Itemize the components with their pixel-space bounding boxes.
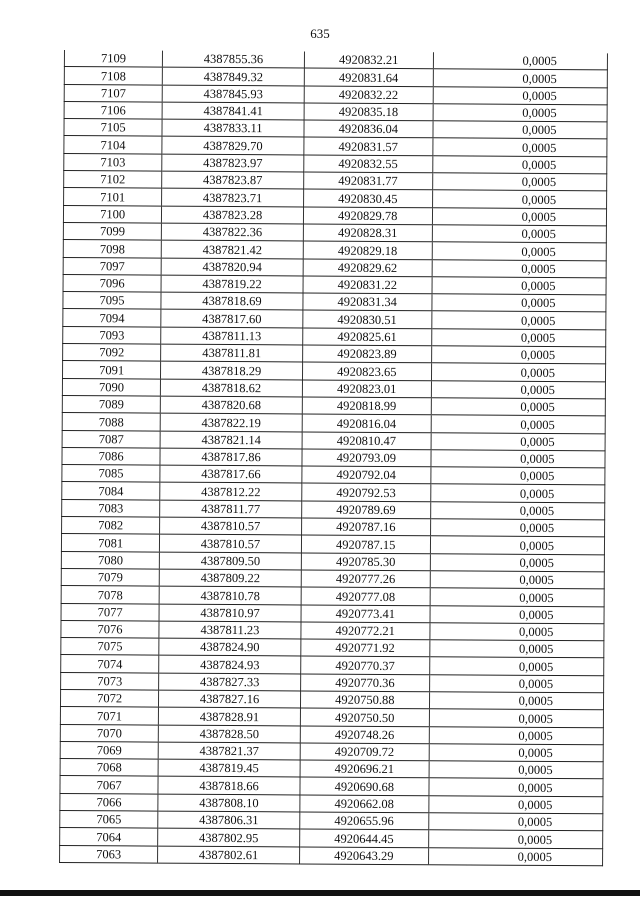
point-number-cell: 7065 bbox=[60, 811, 158, 829]
point-number-cell: 7106 bbox=[64, 101, 162, 119]
point-number-cell: 7071 bbox=[60, 707, 158, 725]
y-coordinate-cell: 4920777.26 bbox=[301, 570, 430, 588]
y-coordinate-cell: 4920831.34 bbox=[303, 293, 432, 311]
y-coordinate-cell: 4920748.26 bbox=[300, 726, 429, 744]
point-number-cell: 7092 bbox=[63, 344, 161, 362]
x-coordinate-cell: 4387855.36 bbox=[163, 51, 305, 69]
point-number-cell: 7088 bbox=[62, 413, 160, 431]
x-coordinate-cell: 4387849.32 bbox=[163, 67, 305, 85]
x-coordinate-cell: 4387808.10 bbox=[158, 794, 300, 812]
page-number: 635 bbox=[310, 26, 330, 41]
tolerance-cell: 0,0005 bbox=[431, 450, 605, 468]
x-coordinate-cell: 4387821.37 bbox=[158, 742, 300, 760]
tolerance-cell: 0,0005 bbox=[432, 225, 606, 243]
y-coordinate-cell: 4920696.21 bbox=[300, 760, 429, 778]
tolerance-cell: 0,0005 bbox=[431, 432, 605, 450]
x-coordinate-cell: 4387820.94 bbox=[161, 258, 303, 276]
y-coordinate-cell: 4920750.50 bbox=[300, 708, 429, 726]
y-coordinate-cell: 4920770.37 bbox=[301, 656, 430, 674]
y-coordinate-cell: 4920770.36 bbox=[300, 674, 429, 692]
tolerance-cell: 0,0005 bbox=[432, 242, 606, 260]
point-number-cell: 7079 bbox=[61, 568, 159, 586]
tolerance-cell: 0,0005 bbox=[430, 571, 604, 589]
x-coordinate-cell: 4387811.77 bbox=[160, 500, 302, 518]
tolerance-cell: 0,0005 bbox=[432, 277, 606, 295]
x-coordinate-cell: 4387822.36 bbox=[162, 223, 304, 241]
y-coordinate-cell: 4920835.18 bbox=[304, 103, 433, 121]
tolerance-cell: 0,0005 bbox=[433, 86, 607, 104]
tolerance-cell: 0,0005 bbox=[432, 207, 606, 225]
tolerance-cell: 0,0005 bbox=[430, 536, 604, 554]
scan-edge-bar bbox=[0, 890, 640, 896]
point-number-cell: 7098 bbox=[63, 240, 161, 258]
tolerance-cell: 0,0005 bbox=[430, 640, 604, 658]
y-coordinate-cell: 4920828.31 bbox=[303, 224, 432, 242]
point-number-cell: 7069 bbox=[60, 741, 158, 759]
point-number-cell: 7074 bbox=[61, 655, 159, 673]
tolerance-cell: 0,0005 bbox=[432, 294, 606, 312]
y-coordinate-cell: 4920823.01 bbox=[302, 380, 431, 398]
point-number-cell: 7080 bbox=[61, 551, 159, 569]
tolerance-cell: 0,0005 bbox=[430, 623, 604, 641]
tolerance-cell: 0,0005 bbox=[433, 138, 607, 156]
x-coordinate-cell: 4387802.95 bbox=[158, 828, 300, 846]
y-coordinate-cell: 4920789.69 bbox=[301, 501, 430, 519]
x-coordinate-cell: 4387819.22 bbox=[161, 275, 303, 293]
tolerance-cell: 0,0005 bbox=[432, 156, 606, 174]
tolerance-cell: 0,0005 bbox=[431, 467, 605, 485]
point-number-cell: 7086 bbox=[62, 447, 160, 465]
y-coordinate-cell: 4920830.51 bbox=[303, 310, 432, 328]
x-coordinate-cell: 4387811.23 bbox=[159, 621, 301, 639]
tolerance-cell: 0,0005 bbox=[430, 553, 604, 571]
tolerance-cell: 0,0005 bbox=[431, 415, 605, 433]
y-coordinate-cell: 4920832.55 bbox=[304, 155, 433, 173]
y-coordinate-cell: 4920836.04 bbox=[304, 120, 433, 138]
y-coordinate-cell: 4920825.61 bbox=[303, 328, 432, 346]
x-coordinate-cell: 4387819.45 bbox=[158, 759, 300, 777]
x-coordinate-cell: 4387810.97 bbox=[159, 604, 301, 622]
point-number-cell: 7066 bbox=[60, 793, 158, 811]
point-number-cell: 7097 bbox=[63, 257, 161, 275]
x-coordinate-cell: 4387810.57 bbox=[160, 517, 302, 535]
x-coordinate-cell: 4387817.86 bbox=[160, 448, 302, 466]
tolerance-cell: 0,0005 bbox=[428, 830, 602, 848]
tolerance-cell: 0,0005 bbox=[429, 674, 603, 692]
x-coordinate-cell: 4387810.78 bbox=[159, 586, 301, 604]
x-coordinate-cell: 4387818.29 bbox=[161, 361, 303, 379]
tolerance-cell: 0,0005 bbox=[429, 796, 603, 814]
x-coordinate-cell: 4387821.42 bbox=[161, 240, 303, 258]
x-coordinate-cell: 4387824.93 bbox=[159, 655, 301, 673]
point-number-cell: 7102 bbox=[64, 171, 162, 189]
coordinates-table-body bbox=[60, 50, 608, 866]
tolerance-cell: 0,0005 bbox=[429, 761, 603, 779]
x-coordinate-cell: 4387828.91 bbox=[159, 707, 301, 725]
tolerance-cell: 0,0005 bbox=[431, 329, 605, 347]
y-coordinate-cell: 4920823.65 bbox=[302, 362, 431, 380]
y-coordinate-cell: 4920823.89 bbox=[302, 345, 431, 363]
x-coordinate-cell: 4387811.81 bbox=[161, 344, 303, 362]
x-coordinate-cell: 4387845.93 bbox=[162, 85, 304, 103]
y-coordinate-cell: 4920830.45 bbox=[303, 189, 432, 207]
point-number-cell: 7095 bbox=[63, 292, 161, 310]
x-coordinate-cell: 4387818.66 bbox=[158, 777, 300, 795]
y-coordinate-cell: 4920690.68 bbox=[300, 777, 429, 795]
point-number-cell: 7089 bbox=[62, 395, 160, 413]
point-number-cell: 7108 bbox=[64, 67, 162, 85]
y-coordinate-cell: 4920831.22 bbox=[303, 276, 432, 294]
point-number-cell: 7081 bbox=[61, 534, 159, 552]
tolerance-cell: 0,0005 bbox=[429, 744, 603, 762]
x-coordinate-cell: 4387823.28 bbox=[162, 206, 304, 224]
y-coordinate-cell: 4920709.72 bbox=[300, 743, 429, 761]
tolerance-cell: 0,0005 bbox=[431, 346, 605, 364]
y-coordinate-cell: 4920829.18 bbox=[303, 241, 432, 259]
y-coordinate-cell: 4920643.29 bbox=[299, 847, 428, 865]
point-number-cell: 7084 bbox=[62, 482, 160, 500]
tolerance-cell: 0,0005 bbox=[432, 259, 606, 277]
x-coordinate-cell: 4387809.22 bbox=[159, 569, 301, 587]
x-coordinate-cell: 4387806.31 bbox=[158, 811, 300, 829]
tolerance-cell: 0,0005 bbox=[433, 52, 607, 70]
y-coordinate-cell: 4920792.53 bbox=[302, 483, 431, 501]
point-number-cell: 7091 bbox=[62, 361, 160, 379]
tolerance-cell: 0,0005 bbox=[432, 190, 606, 208]
tolerance-cell: 0,0005 bbox=[430, 484, 604, 502]
x-coordinate-cell: 4387818.69 bbox=[161, 292, 303, 310]
y-coordinate-cell: 4920662.08 bbox=[300, 795, 429, 813]
point-number-cell: 7070 bbox=[60, 724, 158, 742]
point-number-cell: 7072 bbox=[60, 689, 158, 707]
y-coordinate-cell: 4920655.96 bbox=[300, 812, 429, 830]
tolerance-cell: 0,0005 bbox=[431, 398, 605, 416]
tolerance-cell: 0,0005 bbox=[432, 311, 606, 329]
y-coordinate-cell: 4920772.21 bbox=[301, 622, 430, 640]
y-coordinate-cell: 4920750.88 bbox=[300, 691, 429, 709]
point-number-cell: 7085 bbox=[62, 465, 160, 483]
point-number-cell: 7094 bbox=[63, 309, 161, 327]
x-coordinate-cell: 4387821.14 bbox=[160, 431, 302, 449]
tolerance-cell: 0,0005 bbox=[431, 380, 605, 398]
y-coordinate-cell: 4920832.21 bbox=[304, 51, 433, 69]
tolerance-cell: 0,0005 bbox=[429, 692, 603, 710]
point-number-cell: 7090 bbox=[62, 378, 160, 396]
point-number-cell: 7064 bbox=[60, 828, 158, 846]
point-number-cell: 7078 bbox=[61, 586, 159, 604]
point-number-cell: 7104 bbox=[64, 136, 162, 154]
point-number-cell: 7107 bbox=[64, 84, 162, 102]
y-coordinate-cell: 4920829.62 bbox=[303, 259, 432, 277]
y-coordinate-cell: 4920771.92 bbox=[301, 639, 430, 657]
y-coordinate-cell: 4920644.45 bbox=[299, 829, 428, 847]
x-coordinate-cell: 4387810.57 bbox=[160, 534, 302, 552]
x-coordinate-cell: 4387822.19 bbox=[160, 413, 302, 431]
x-coordinate-cell: 4387802.61 bbox=[158, 846, 300, 864]
x-coordinate-cell: 4387811.13 bbox=[161, 327, 303, 345]
point-number-cell: 7105 bbox=[64, 119, 162, 137]
y-coordinate-cell: 4920810.47 bbox=[302, 431, 431, 449]
table-row bbox=[60, 845, 603, 866]
x-coordinate-cell: 4387820.68 bbox=[161, 396, 303, 414]
x-coordinate-cell: 4387818.62 bbox=[161, 379, 303, 397]
x-coordinate-cell: 4387817.60 bbox=[161, 310, 303, 328]
tolerance-cell: 0,0005 bbox=[428, 847, 602, 865]
point-number-cell: 7068 bbox=[60, 759, 158, 777]
y-coordinate-cell: 4920785.30 bbox=[301, 553, 430, 571]
tolerance-cell: 0,0005 bbox=[429, 778, 603, 796]
point-number-cell: 7093 bbox=[63, 326, 161, 344]
x-coordinate-cell: 4387833.11 bbox=[162, 119, 304, 137]
x-coordinate-cell: 4387827.33 bbox=[159, 673, 301, 691]
tolerance-cell: 0,0005 bbox=[433, 121, 607, 139]
tolerance-cell: 0,0005 bbox=[433, 69, 607, 87]
tolerance-cell: 0,0005 bbox=[430, 588, 604, 606]
point-number-cell: 7109 bbox=[64, 50, 162, 67]
x-coordinate-cell: 4387841.41 bbox=[162, 102, 304, 120]
x-coordinate-cell: 4387829.70 bbox=[162, 137, 304, 155]
y-coordinate-cell: 4920829.78 bbox=[303, 207, 432, 225]
x-coordinate-cell: 4387809.50 bbox=[160, 552, 302, 570]
y-coordinate-cell: 4920787.16 bbox=[301, 518, 430, 536]
tolerance-cell: 0,0005 bbox=[430, 519, 604, 537]
point-number-cell: 7073 bbox=[61, 672, 159, 690]
y-coordinate-cell: 4920777.08 bbox=[301, 587, 430, 605]
y-coordinate-cell: 4920787.15 bbox=[301, 535, 430, 553]
point-number-cell: 7100 bbox=[63, 205, 161, 223]
point-number-cell: 7063 bbox=[60, 845, 158, 863]
point-number-cell: 7076 bbox=[61, 620, 159, 638]
point-number-cell: 7087 bbox=[62, 430, 160, 448]
tolerance-cell: 0,0005 bbox=[432, 173, 606, 191]
point-number-cell: 7075 bbox=[61, 638, 159, 656]
tolerance-cell: 0,0005 bbox=[429, 726, 603, 744]
x-coordinate-cell: 4387828.50 bbox=[158, 725, 300, 743]
point-number-cell: 7096 bbox=[63, 274, 161, 292]
point-number-cell: 7101 bbox=[64, 188, 162, 206]
tolerance-cell: 0,0005 bbox=[430, 605, 604, 623]
y-coordinate-cell: 4920831.57 bbox=[304, 137, 433, 155]
point-number-cell: 7067 bbox=[60, 776, 158, 794]
tolerance-cell: 0,0005 bbox=[428, 813, 602, 831]
coordinates-table bbox=[59, 50, 608, 866]
y-coordinate-cell: 4920792.04 bbox=[302, 466, 431, 484]
y-coordinate-cell: 4920831.77 bbox=[303, 172, 432, 190]
x-coordinate-cell: 4387823.71 bbox=[162, 188, 304, 206]
y-coordinate-cell: 4920793.09 bbox=[302, 449, 431, 467]
y-coordinate-cell: 4920832.22 bbox=[304, 86, 433, 104]
tolerance-cell: 0,0005 bbox=[433, 104, 607, 122]
x-coordinate-cell: 4387823.97 bbox=[162, 154, 304, 172]
point-number-cell: 7103 bbox=[64, 153, 162, 171]
y-coordinate-cell: 4920773.41 bbox=[301, 604, 430, 622]
y-coordinate-cell: 4920831.64 bbox=[304, 68, 433, 86]
x-coordinate-cell: 4387824.90 bbox=[159, 638, 301, 656]
tolerance-cell: 0,0005 bbox=[429, 709, 603, 727]
y-coordinate-cell: 4920818.99 bbox=[302, 397, 431, 415]
x-coordinate-cell: 4387827.16 bbox=[159, 690, 301, 708]
x-coordinate-cell: 4387812.22 bbox=[160, 483, 302, 501]
tolerance-cell: 0,0005 bbox=[429, 657, 603, 675]
tolerance-cell: 0,0005 bbox=[431, 363, 605, 381]
point-number-cell: 7083 bbox=[62, 499, 160, 517]
tolerance-cell: 0,0005 bbox=[430, 501, 604, 519]
x-coordinate-cell: 4387817.66 bbox=[160, 465, 302, 483]
point-number-cell: 7077 bbox=[61, 603, 159, 621]
point-number-cell: 7099 bbox=[63, 222, 161, 240]
x-coordinate-cell: 4387823.87 bbox=[162, 171, 304, 189]
y-coordinate-cell: 4920816.04 bbox=[302, 414, 431, 432]
point-number-cell: 7082 bbox=[62, 517, 160, 535]
